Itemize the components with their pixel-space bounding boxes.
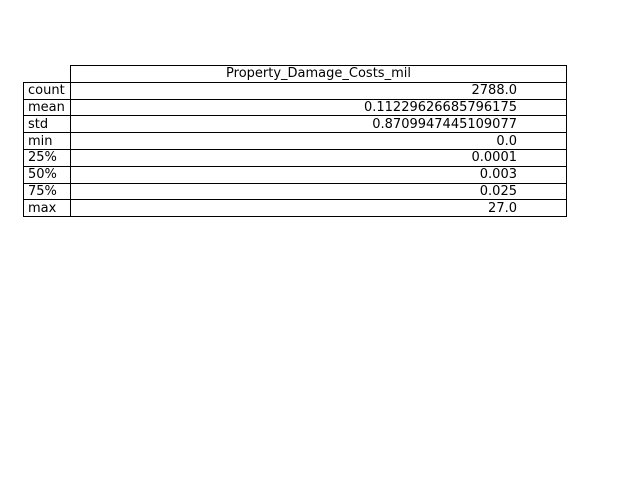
row-label-mean: mean: [24, 99, 71, 116]
column-header: Property_Damage_Costs_mil: [71, 66, 567, 83]
table-row: [24, 99, 567, 116]
row-label-count: count: [24, 82, 71, 99]
table-row: [24, 166, 567, 183]
row-label-std: std: [24, 116, 71, 133]
row-label-25-percent: 25%: [24, 149, 71, 166]
table-row: [24, 183, 567, 200]
row-label-max: max: [24, 200, 71, 217]
table-row: [24, 133, 567, 150]
summary-statistics-table: [23, 65, 567, 217]
value-50-percent: 0.003: [71, 166, 567, 183]
value-mean: 0.11229626685796175: [71, 99, 567, 116]
table-corner-cell: [24, 66, 71, 83]
value-min: 0.0: [71, 133, 567, 150]
value-75-percent: 0.025: [71, 183, 567, 200]
row-label-min: min: [24, 133, 71, 150]
row-label-75-percent: 75%: [24, 183, 71, 200]
value-25-percent: 0.0001: [71, 149, 567, 166]
row-label-50-percent: 50%: [24, 166, 71, 183]
table-header-row: [24, 66, 567, 83]
value-std: 0.8709947445109077: [71, 116, 567, 133]
table-row: [24, 116, 567, 133]
table-row: [24, 200, 567, 217]
value-count: 2788.0: [71, 82, 567, 99]
table-row: [24, 149, 567, 166]
value-max: 27.0: [71, 200, 567, 217]
table-row: [24, 82, 567, 99]
